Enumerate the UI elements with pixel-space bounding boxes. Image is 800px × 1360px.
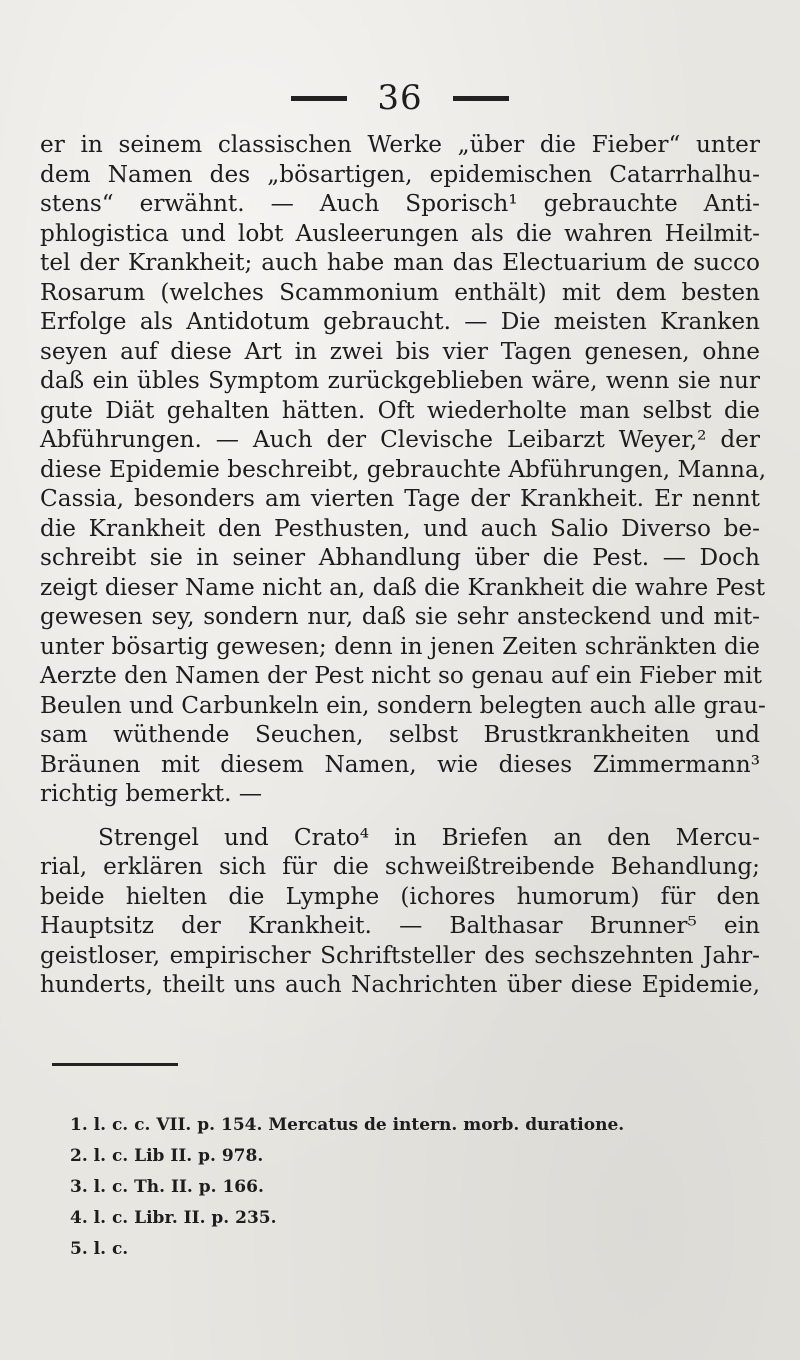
text-line: gute Diät gehalten hätten. Oft wiederholte man selbst die — [40, 396, 760, 424]
text-line: tel der Krankheit; auch habe man das Electuarium de succo — [40, 249, 760, 276]
paragraph-1 — [40, 130, 767, 809]
text-line: Aerzte den Namen der Pest nicht so genau auf ein Fieber mit — [40, 662, 763, 689]
text-line: Erfolge als Antidotum gebraucht. — Die meisten Kranken — [40, 308, 760, 335]
text-line: beide hielten die Lymphe (ichores humorum) für den — [40, 882, 760, 910]
text-line: Beulen und Carbunkeln ein, sondern belegten auch alle grau- — [40, 691, 766, 719]
text-line: er in seinem classischen Werke „über die Fieber“ unter — [40, 131, 760, 158]
text-line: Strengel und Crato⁴ in Briefen an den Mercu- — [98, 823, 760, 851]
text-line: Cassia, besonders am vierten Tage der Krankheit. Er nennt — [40, 485, 760, 512]
footnote: 3. l. c. Th. II. p. 166. — [70, 1177, 264, 1197]
text-line: seyen auf diese Art in zwei bis vier Tagen genesen, ohne — [40, 337, 760, 365]
text-line: gewesen sey, sondern nur, daß sie sehr ansteckend und mit- — [40, 603, 760, 630]
footnote-divider — [52, 1063, 178, 1066]
text-line: stens“ erwähnt. — Auch Sporisch¹ gebrauchte Anti- — [40, 190, 760, 217]
text-line: hunderts, theilt uns auch Nachrichten über diese Epidemie, — [40, 971, 760, 998]
text-line: diese Epidemie beschreibt, gebrauchte Abführungen, Manna, — [40, 455, 767, 483]
text-line: geistloser, empirischer Schriftsteller des sechszehnten Jahr- — [40, 941, 760, 969]
footnote: 1. l. c. c. VII. p. 154. Mercatus de intern. morb. duratione. — [70, 1115, 625, 1135]
page-number: 36 — [377, 78, 423, 118]
text-line: Abführungen. — Auch der Clevische Leibarzt Weyer,² der — [40, 426, 760, 453]
text-line: dem Namen des „bösartigen, epidemischen Catarrhalhu- — [40, 160, 760, 188]
footnote: 4. l. c. Libr. II. p. 235. — [70, 1208, 277, 1228]
footnote: 2. l. c. Lib II. p. 978. — [70, 1146, 264, 1166]
text-line: rial, erklären sich für die schweißtreibende Behandlung; — [40, 853, 760, 880]
footnotes — [70, 1110, 770, 1265]
paragraph-2 — [40, 823, 760, 1000]
text-line: phlogistica und lobt Ausleerungen als die wahren Heilmit- — [40, 219, 760, 247]
text-line: daß ein übles Symptom zurückgeblieben wäre, wenn sie nur — [40, 367, 760, 394]
footnote: 5. l. c. — [70, 1239, 129, 1259]
text-line: schreibt sie in seiner Abhandlung über die Pest. — Doch — [40, 544, 760, 571]
header-rule-right — [453, 96, 509, 101]
text-line: Bräunen mit diesem Namen, wie dieses Zimmermann³ — [40, 750, 760, 778]
body-text — [40, 130, 767, 1000]
text-line: unter bösartig gewesen; denn in jenen Zeiten schränkten die — [40, 632, 760, 660]
page-header — [0, 72, 800, 124]
text-line: zeigt dieser Name nicht an, daß die Krankheit die wahre Pest — [40, 573, 766, 601]
text-line: richtig bemerkt. — — [40, 780, 263, 807]
text-line: Rosarum (welches Scammonium enthält) mit dem besten — [40, 278, 760, 306]
header-rule-left — [291, 96, 347, 101]
text-line: sam wüthende Seuchen, selbst Brustkrankheiten und — [40, 721, 760, 748]
text-line: Hauptsitz der Krankheit. — Balthasar Brunner⁵ ein — [40, 912, 760, 939]
text-line: die Krankheit den Pesthusten, und auch Salio Diverso be- — [40, 514, 760, 542]
